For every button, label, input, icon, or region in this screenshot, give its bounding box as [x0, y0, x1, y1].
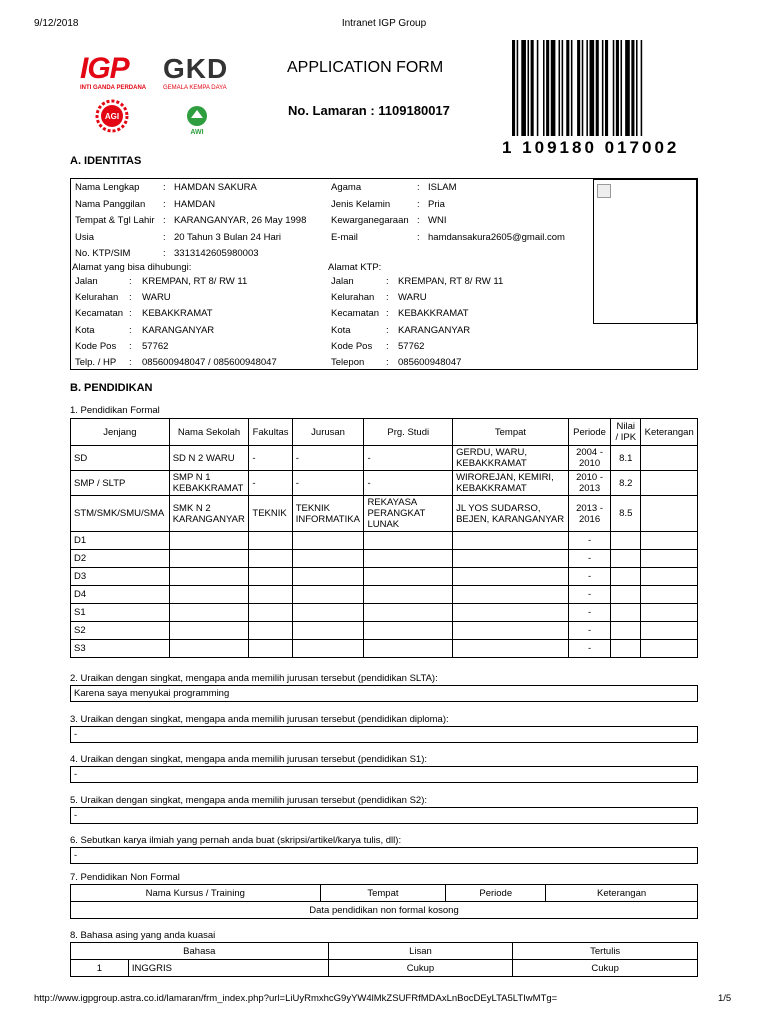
- formal-cell: [611, 568, 641, 586]
- table-row: [71, 496, 698, 532]
- colon: :: [417, 182, 420, 193]
- form-title: APPLICATION FORM: [287, 59, 444, 76]
- footer-url[interactable]: http://www.igpgroup.astra.co.id/lamaran/frm_index.php?url=LiUyRmxhcG9yYW4lMkZSUFRfMDAxLnBocDEyLTA5LTIwMTg=: [34, 993, 558, 1004]
- alamat-ktp-value: 085600948047: [398, 357, 462, 368]
- formal-cell: [292, 622, 364, 640]
- formal-cell: [611, 550, 641, 568]
- agi-emblem-icon: [92, 98, 132, 134]
- identity-right-value: WNI: [428, 215, 447, 227]
- formal-cell: [453, 604, 569, 622]
- answer-box-6: -: [70, 847, 698, 864]
- answer-box-3: -: [70, 726, 698, 743]
- barcode-icon: [512, 40, 696, 136]
- bahasa-name: INGGRIS: [128, 960, 328, 977]
- formal-head-5: Tempat: [453, 419, 569, 446]
- formal-cell: [453, 568, 569, 586]
- nonformal-head-3: Keterangan: [546, 885, 698, 902]
- formal-cell: [249, 568, 292, 586]
- question-3: 3. Uraikan dengan singkat, mengapa anda memilih jurusan tersebut (pendidikan diploma):: [70, 713, 449, 725]
- identity-left-value: HAMDAN SAKURA: [174, 182, 257, 193]
- question-5: 5. Uraikan dengan singkat, mengapa anda memilih jurusan tersebut (pendidikan S2):: [70, 794, 427, 806]
- page-number: 1/5: [718, 993, 732, 1004]
- formal-cell: 8.5: [611, 496, 641, 532]
- formal-cell: -: [568, 532, 610, 550]
- formal-head-6: Periode: [568, 419, 610, 446]
- bahasa-title: 8. Bahasa asing yang anda kuasai: [70, 930, 216, 941]
- alamat-ktp-value: KREMPAN, RT 8/ RW 11: [398, 276, 504, 287]
- colon: :: [386, 357, 389, 368]
- formal-head-7: Nilai / IPK: [611, 419, 641, 446]
- formal-cell: [249, 550, 292, 568]
- formal-cell: [453, 586, 569, 604]
- formal-cell: [292, 604, 364, 622]
- colon: :: [386, 324, 389, 336]
- identity-right-label: E-mail: [331, 231, 358, 243]
- colon: :: [163, 215, 166, 227]
- formal-cell: [249, 604, 292, 622]
- bahasa-tertulis: Cukup: [513, 960, 698, 977]
- formal-head-8: Keterangan: [641, 419, 698, 446]
- answer-box-2: Karena saya menyukai programming: [70, 685, 698, 702]
- colon: :: [386, 340, 389, 352]
- formal-cell: -: [568, 604, 610, 622]
- identity-left-value: KARANGANYAR, 26 May 1998: [174, 215, 307, 227]
- print-title: Intranet IGP Group: [341, 18, 427, 29]
- table-row: [71, 446, 698, 471]
- colon: :: [386, 276, 389, 287]
- formal-cell: D2: [71, 550, 170, 568]
- formal-cell: [453, 532, 569, 550]
- formal-cell: [611, 586, 641, 604]
- alamat-hub-value: WARU: [142, 292, 171, 304]
- colon: :: [417, 198, 420, 210]
- formal-cell: [364, 640, 453, 658]
- section-pendidikan: B. PENDIDIKAN: [70, 382, 153, 394]
- formal-cell: [453, 622, 569, 640]
- formal-title: 1. Pendidikan Formal: [70, 405, 160, 416]
- alamat-hub-value: 085600948047 / 085600948047: [142, 357, 277, 368]
- table-row: [71, 586, 698, 604]
- formal-cell: D4: [71, 586, 170, 604]
- formal-cell: S1: [71, 604, 170, 622]
- identity-right-label: Kewarganegaraan: [331, 215, 409, 227]
- colon: :: [163, 231, 166, 243]
- formal-cell: 2004 - 2010: [568, 446, 610, 471]
- alamat-hub-value: 57762: [142, 340, 169, 352]
- table-row: [71, 960, 698, 977]
- formal-cell: 8.2: [611, 471, 641, 496]
- formal-cell: SD N 2 WARU: [169, 446, 249, 471]
- broken-image-icon: [597, 184, 611, 198]
- formal-cell: STM/SMK/SMU/SMA: [71, 496, 170, 532]
- colon: :: [129, 324, 132, 336]
- formal-cell: [364, 568, 453, 586]
- formal-cell: [364, 622, 453, 640]
- formal-cell: -: [568, 586, 610, 604]
- alamat-hub-title: Alamat yang bisa dihubungi:: [72, 262, 192, 273]
- formal-cell: TEKNIK: [249, 496, 292, 532]
- formal-cell: [364, 532, 453, 550]
- formal-head-0: Jenjang: [71, 419, 170, 446]
- formal-table: [70, 418, 698, 658]
- formal-cell: -: [249, 471, 292, 496]
- alamat-ktp-label: Kelurahan: [331, 292, 375, 304]
- formal-cell: [249, 622, 292, 640]
- formal-cell: [169, 532, 249, 550]
- formal-cell: [364, 586, 453, 604]
- nonformal-empty: Data pendidikan non formal kosong: [71, 902, 698, 919]
- formal-cell: -: [249, 446, 292, 471]
- colon: :: [386, 308, 389, 320]
- formal-cell: [641, 471, 698, 496]
- colon: :: [417, 231, 420, 243]
- alamat-hub-value: KEBAKKRAMAT: [142, 308, 213, 320]
- formal-head-2: Fakultas: [249, 419, 292, 446]
- identity-left-value: 3313142605980003: [174, 248, 259, 260]
- formal-cell: [641, 586, 698, 604]
- formal-cell: [169, 622, 249, 640]
- formal-cell: [641, 446, 698, 471]
- bahasa-head-bahasa: Bahasa: [71, 943, 329, 960]
- alamat-ktp-value: KEBAKKRAMAT: [398, 308, 469, 320]
- formal-cell: [453, 550, 569, 568]
- formal-cell: [249, 586, 292, 604]
- igp-logo: IGP INTI GANDA PERDANA: [80, 52, 147, 91]
- formal-cell: REKAYASA PERANGKAT LUNAK: [364, 496, 453, 532]
- alamat-ktp-title: Alamat KTP:: [328, 262, 382, 273]
- question-6: 6. Sebutkan karya ilmiah yang pernah anda buat (skripsi/artikel/karya tulis, dll):: [70, 835, 402, 846]
- table-row: [71, 550, 698, 568]
- formal-cell: [364, 550, 453, 568]
- formal-cell: [249, 532, 292, 550]
- formal-cell: WIROREJAN, KEMIRI, KEBAKKRAMAT: [453, 471, 569, 496]
- formal-cell: D3: [71, 568, 170, 586]
- answer-box-4: -: [70, 766, 698, 783]
- formal-cell: -: [292, 446, 364, 471]
- formal-cell: [249, 640, 292, 658]
- alamat-ktp-label: Jalan: [331, 276, 354, 287]
- formal-cell: [292, 550, 364, 568]
- formal-head-3: Jurusan: [292, 419, 364, 446]
- identity-left-value: 20 Tahun 3 Bulan 24 Hari: [174, 231, 282, 243]
- bahasa-no: 1: [71, 960, 129, 977]
- svg-text:AGI: AGI: [104, 112, 120, 121]
- formal-cell: 2013 - 2016: [568, 496, 610, 532]
- identity-right-value: hamdansakura2605@gmail.com: [428, 231, 565, 243]
- formal-cell: [169, 568, 249, 586]
- colon: :: [129, 276, 132, 287]
- formal-cell: [453, 640, 569, 658]
- formal-cell: [169, 640, 249, 658]
- colon: :: [129, 292, 132, 304]
- section-identitas: A. IDENTITAS: [70, 155, 142, 167]
- identity-left-label: Tempat & Tgl Lahir: [75, 215, 155, 227]
- photo-placeholder: [593, 179, 697, 324]
- formal-cell: [641, 604, 698, 622]
- alamat-hub-label: Telp. / HP: [75, 357, 117, 368]
- identity-left-label: Nama Panggilan: [75, 198, 146, 210]
- formal-cell: D1: [71, 532, 170, 550]
- formal-cell: [641, 568, 698, 586]
- formal-cell: -: [292, 471, 364, 496]
- formal-cell: S3: [71, 640, 170, 658]
- identity-right-value: ISLAM: [428, 182, 457, 193]
- alamat-hub-value: KREMPAN, RT 8/ RW 11: [142, 276, 248, 287]
- formal-cell: TEKNIK INFORMATIKA: [292, 496, 364, 532]
- formal-cell: [641, 532, 698, 550]
- table-row: [71, 532, 698, 550]
- formal-cell: [641, 550, 698, 568]
- alamat-hub-label: Kelurahan: [75, 292, 119, 304]
- formal-cell: [611, 622, 641, 640]
- formal-cell: 8.1: [611, 446, 641, 471]
- formal-cell: -: [568, 568, 610, 586]
- formal-cell: -: [568, 550, 610, 568]
- question-2: 2. Uraikan dengan singkat, mengapa anda memilih jurusan tersebut (pendidikan SLTA):: [70, 673, 438, 684]
- formal-cell: 2010 - 2013: [568, 471, 610, 496]
- alamat-hub-label: Kecamatan: [75, 308, 124, 320]
- colon: :: [129, 357, 132, 368]
- alamat-ktp-label: Kota: [331, 324, 351, 336]
- gkd-logo: GKD GEMALA KEMPA DAYA: [163, 53, 229, 91]
- formal-cell: [292, 532, 364, 550]
- formal-cell: -: [568, 640, 610, 658]
- table-row: [71, 622, 698, 640]
- identity-left-value: HAMDAN: [174, 198, 216, 210]
- colon: :: [417, 215, 420, 227]
- formal-head-1: Nama Sekolah: [169, 419, 249, 446]
- lamaran-number: No. Lamaran : 1109180017: [288, 103, 450, 118]
- print-date: 9/12/2018: [34, 18, 79, 29]
- identity-right-value: Pria: [428, 198, 445, 210]
- bahasa-lisan: Cukup: [328, 960, 513, 977]
- answer-box-5: -: [70, 807, 698, 824]
- nonformal-table: [70, 884, 698, 919]
- colon: :: [163, 182, 166, 193]
- alamat-hub-value: KARANGANYAR: [142, 324, 215, 336]
- formal-cell: GERDU, WARU, KEBAKKRAMAT: [453, 446, 569, 471]
- table-row: [71, 604, 698, 622]
- svg-text:AWI: AWI: [190, 129, 204, 136]
- formal-cell: SMP N 1 KEBAKKRAMAT: [169, 471, 249, 496]
- formal-head-4: Prg. Studi: [364, 419, 453, 446]
- alamat-hub-label: Jalan: [75, 276, 98, 287]
- formal-cell: SMP / SLTP: [71, 471, 170, 496]
- formal-cell: [292, 568, 364, 586]
- alamat-hub-label: Kode Pos: [75, 340, 117, 352]
- bahasa-table: [70, 942, 698, 977]
- colon: :: [129, 308, 132, 320]
- identity-left-label: Usia: [75, 231, 95, 243]
- formal-cell: [364, 604, 453, 622]
- formal-cell: [611, 640, 641, 658]
- formal-cell: S2: [71, 622, 170, 640]
- formal-cell: [611, 532, 641, 550]
- identity-left-label: No. KTP/SIM: [75, 248, 131, 260]
- formal-cell: [641, 640, 698, 658]
- nonformal-head-2: Periode: [446, 885, 546, 902]
- formal-cell: [641, 622, 698, 640]
- formal-cell: [169, 586, 249, 604]
- table-row: [71, 568, 698, 586]
- alamat-ktp-value: KARANGANYAR: [398, 324, 471, 336]
- formal-cell: SMK N 2 KARANGANYAR: [169, 496, 249, 532]
- alamat-ktp-label: Telepon: [331, 357, 365, 368]
- formal-cell: -: [364, 471, 453, 496]
- formal-cell: [641, 496, 698, 532]
- formal-cell: [611, 604, 641, 622]
- formal-cell: -: [364, 446, 453, 471]
- alamat-ktp-value: 57762: [398, 340, 425, 352]
- formal-cell: SD: [71, 446, 170, 471]
- colon: :: [163, 198, 166, 210]
- formal-cell: [169, 550, 249, 568]
- barcode-number: 1 109180 017002: [502, 138, 680, 157]
- table-row: [71, 471, 698, 496]
- question-4: 4. Uraikan dengan singkat, mengapa anda memilih jurusan tersebut (pendidikan S1):: [70, 754, 427, 765]
- identity-right-label: Jenis Kelamin: [331, 198, 391, 210]
- alamat-ktp-label: Kecamatan: [331, 308, 380, 320]
- alamat-ktp-label: Kode Pos: [331, 340, 373, 352]
- bahasa-head-lisan: Lisan: [328, 943, 513, 960]
- formal-cell: [292, 586, 364, 604]
- table-row: [71, 640, 698, 658]
- nonformal-head-1: Tempat: [320, 885, 446, 902]
- identity-right-label: Agama: [331, 182, 362, 193]
- alamat-ktp-value: WARU: [398, 292, 427, 304]
- colon: :: [129, 340, 132, 352]
- nonformal-head-0: Nama Kursus / Training: [71, 885, 321, 902]
- formal-cell: JL YOS SUDARSO, BEJEN, KARANGANYAR: [453, 496, 569, 532]
- formal-cell: [292, 640, 364, 658]
- alamat-hub-label: Kota: [75, 324, 95, 336]
- identity-left-label: Nama Lengkap: [75, 182, 140, 193]
- awi-emblem-icon: [177, 102, 217, 136]
- colon: :: [163, 248, 166, 260]
- bahasa-head-tertulis: Tertulis: [513, 943, 698, 960]
- formal-cell: -: [568, 622, 610, 640]
- formal-cell: [169, 604, 249, 622]
- colon: :: [386, 292, 389, 304]
- nonformal-title: 7. Pendidikan Non Formal: [70, 872, 180, 883]
